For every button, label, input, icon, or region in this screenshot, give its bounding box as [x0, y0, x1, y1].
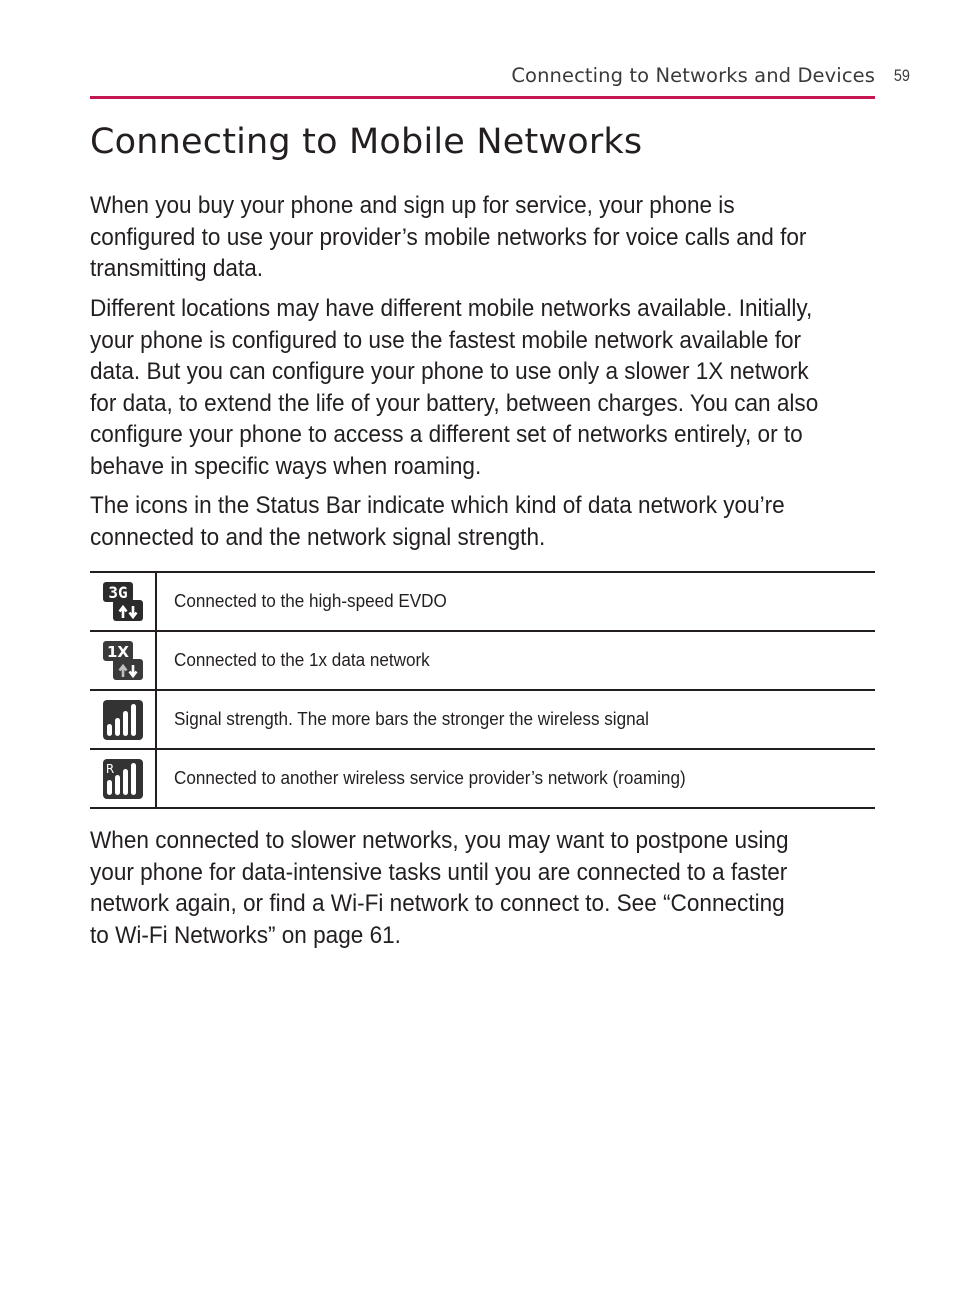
svg-text:R: R	[105, 761, 114, 776]
svg-text:1X: 1X	[106, 642, 129, 661]
description-cell	[156, 749, 875, 808]
icon-cell	[90, 690, 156, 749]
paragraph-line: data. But you can configure your phone to use only a slower 1X network	[90, 358, 809, 386]
description-cell	[156, 572, 875, 631]
paragraph-line: connected to and the network signal strength.	[90, 523, 546, 551]
paragraph-line: When connected to slower networks, you may want to postpone using	[90, 827, 789, 854]
paragraph-line: behave in specific ways when roaming.	[90, 452, 482, 480]
svg-text:3G: 3G	[107, 582, 128, 602]
paragraph-line: to Wi-Fi Networks” on page 61.	[90, 921, 401, 949]
page-number: 59	[893, 66, 910, 85]
paragraph-line: configure your phone to access a different set of networks entirely, or to	[90, 421, 803, 449]
status-icon-table	[90, 571, 875, 809]
paragraph-intro	[90, 190, 842, 285]
row-description: Connected to the high-speed EVDO	[174, 591, 447, 611]
table-row	[90, 572, 875, 631]
section-title: Connecting to Networks and Devices	[511, 64, 875, 87]
3g-data-icon	[102, 581, 144, 623]
paragraph-status-icons	[90, 490, 842, 553]
description-cell	[156, 631, 875, 690]
table-row	[90, 690, 875, 749]
header-divider	[90, 96, 875, 99]
row-description: Signal strength. The more bars the stronger the wireless signal	[174, 709, 649, 729]
paragraph-line: your phone for data-intensive tasks until you are connected to a faster	[90, 858, 788, 886]
page-title: Connecting to Mobile Networks	[90, 122, 643, 162]
paragraph-line: The icons in the Status Bar indicate which kind of data network you’re	[90, 492, 785, 519]
paragraph-line: Different locations may have different mobile networks available. Initially,	[90, 295, 813, 322]
icon-cell	[90, 572, 156, 631]
roaming-signal-icon	[102, 758, 144, 800]
paragraph-line: your phone is configured to use the fastest mobile network available for	[90, 326, 802, 354]
paragraph-line: configured to use your provider’s mobile networks for voice calls and for	[90, 223, 807, 251]
1x-data-icon	[102, 640, 144, 682]
row-description: Connected to the 1x data network	[174, 650, 430, 670]
signal-strength-icon	[102, 699, 144, 741]
paragraph-slower-networks	[90, 825, 842, 951]
paragraph-line: network again, or find a Wi-Fi network to connect to. See “Connecting	[90, 890, 785, 918]
icon-cell	[90, 631, 156, 690]
description-cell	[156, 690, 875, 749]
row-description: Connected to another wireless service provider’s network (roaming)	[174, 768, 686, 788]
table-row	[90, 631, 875, 690]
running-header	[90, 62, 910, 98]
icon-cell	[90, 749, 156, 808]
paragraph-line: transmitting data.	[90, 255, 264, 283]
paragraph-line: When you buy your phone and sign up for service, your phone is	[90, 192, 735, 219]
table-row	[90, 749, 875, 808]
paragraph-line: for data, to extend the life of your battery, between charges. You can also	[90, 389, 819, 417]
paragraph-locations	[90, 293, 842, 483]
